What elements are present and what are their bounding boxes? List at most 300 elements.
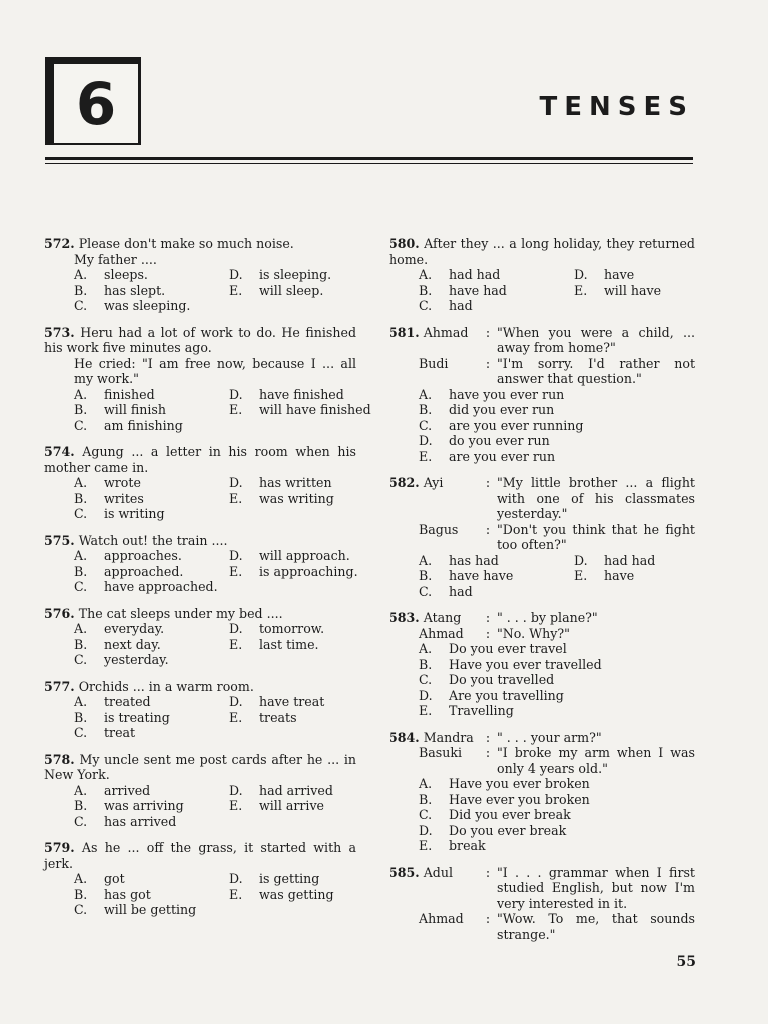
answer-option — [74, 579, 229, 595]
answer-option — [574, 568, 724, 584]
option-text: next day. — [104, 636, 161, 652]
speaker-label: Budi — [419, 355, 449, 371]
option-letter: A. — [419, 641, 433, 656]
option-letter: A. — [74, 475, 88, 490]
answer-option — [229, 267, 379, 283]
dialogue-colon: : — [485, 625, 491, 641]
option-letter: B. — [74, 282, 88, 298]
question-number: 577. — [44, 678, 75, 694]
option-text: has arrived — [104, 813, 177, 829]
option-text: have have — [449, 568, 514, 583]
answer-option — [419, 387, 695, 403]
option-letter: E. — [574, 568, 588, 583]
answer-option — [229, 621, 379, 637]
option-letter: C. — [419, 672, 433, 687]
speaker-label: Ayi — [423, 475, 444, 490]
option-text: had had — [449, 267, 501, 282]
answer-option — [574, 553, 724, 569]
answer-option — [229, 491, 379, 507]
answer-options — [44, 267, 356, 314]
answer-option — [229, 887, 379, 903]
dialogue-text: "I . . . grammar when I first studied English, but now I'm very interested in it. — [497, 864, 695, 911]
option-text: finished — [104, 386, 155, 402]
question-item — [44, 444, 356, 522]
answer-option — [229, 564, 379, 580]
option-letter: E. — [229, 709, 243, 725]
option-text: everyday. — [104, 621, 165, 636]
option-text: are you ever running — [449, 417, 584, 433]
answer-option — [419, 568, 574, 584]
dialogue-line — [389, 325, 695, 356]
answer-option — [74, 902, 229, 918]
answer-options — [44, 621, 356, 668]
answer-option — [229, 710, 379, 726]
option-text: was writing — [259, 490, 334, 506]
option-text: tomorrow. — [259, 621, 325, 636]
question-text: Watch out! the train .... — [78, 532, 228, 548]
answer-option — [229, 402, 379, 418]
speaker-label: Mandra — [423, 729, 474, 745]
right-column — [389, 236, 695, 953]
answer-options — [389, 776, 695, 854]
dialogue-colon: : — [485, 324, 491, 340]
option-text: do you ever run — [449, 433, 550, 448]
option-text: got — [104, 871, 125, 886]
answer-option — [74, 491, 229, 507]
question-number: 585. — [389, 864, 420, 880]
option-letter: A. — [74, 548, 88, 563]
option-text: is approaching. — [259, 563, 358, 579]
dialogue-text: "I'm sorry. I'd rather not answer that question." — [497, 355, 695, 386]
option-letter: C. — [74, 417, 88, 433]
option-text: have — [604, 267, 635, 282]
option-text: approaches. — [104, 548, 182, 563]
question-text: Agung ... a letter in his room when his mother came in. — [44, 444, 356, 475]
answer-option — [74, 506, 229, 522]
answer-options — [44, 548, 356, 595]
answer-option — [74, 887, 229, 903]
option-text: approached. — [104, 563, 184, 579]
dialogue-colon: : — [485, 729, 491, 745]
question-stem — [44, 606, 356, 622]
answer-option — [574, 267, 724, 283]
option-text: treat — [104, 725, 136, 740]
answer-option — [419, 672, 695, 688]
option-text: am finishing — [104, 417, 183, 433]
option-letter: B. — [419, 402, 433, 417]
answer-options — [389, 641, 695, 719]
option-text: arrived — [104, 782, 151, 798]
question-stem — [44, 679, 356, 695]
answer-option — [419, 298, 574, 314]
answer-option — [74, 621, 229, 637]
option-letter: B. — [419, 282, 433, 298]
answer-option — [419, 823, 695, 839]
answer-option — [74, 387, 229, 403]
option-text: will approach. — [259, 548, 350, 563]
dialogue-line — [389, 522, 695, 553]
answer-option — [74, 783, 229, 799]
answer-option — [419, 688, 695, 704]
option-text: is writing — [104, 506, 165, 521]
answer-options — [44, 783, 356, 830]
option-letter: B. — [74, 886, 88, 902]
speaker-name — [389, 325, 479, 356]
option-letter: A. — [74, 694, 88, 709]
page-number: 55 — [676, 954, 696, 970]
option-letter: B. — [74, 709, 88, 725]
dialogue-text: "When you were a child, ... away from home?" — [497, 324, 695, 355]
question-number: 583. — [389, 610, 420, 625]
option-text: Are you travelling — [449, 687, 564, 703]
option-letter: D. — [229, 621, 243, 636]
option-letter: E. — [229, 886, 243, 902]
speaker-name — [389, 610, 479, 626]
dialogue-line — [389, 865, 695, 912]
answer-option — [229, 783, 379, 799]
option-text: Have you ever travelled — [449, 656, 602, 672]
answer-option — [74, 637, 229, 653]
question-text: Orchids ... in a warm room. — [78, 678, 254, 694]
question-stem — [44, 325, 356, 356]
speaker-label: Atang — [423, 610, 462, 625]
option-text: Did you ever break — [449, 807, 571, 822]
question-item — [44, 533, 356, 595]
dialogue-text: "I broke my arm when I was only 4 years old." — [497, 745, 695, 776]
answer-option — [229, 475, 379, 491]
answer-option — [419, 267, 574, 283]
option-text: did you ever run — [449, 402, 555, 417]
option-letter: E. — [419, 703, 433, 718]
option-letter: D. — [229, 782, 243, 798]
option-text: is getting — [259, 871, 320, 886]
dialogue-text: "My little brother ... a flight with one of his classmates yesterday." — [497, 475, 695, 521]
question-number: 574. — [44, 444, 75, 459]
option-letter: E. — [574, 282, 588, 298]
option-text: wrote — [104, 475, 141, 490]
option-letter: A. — [74, 386, 88, 402]
speaker-name — [389, 475, 479, 522]
option-letter: E. — [229, 282, 243, 298]
question-stem — [44, 840, 356, 871]
option-letter: C. — [419, 583, 433, 599]
option-letter: C. — [74, 813, 88, 829]
dialogue-line — [389, 610, 695, 626]
option-letter: E. — [229, 798, 243, 813]
dialogue-line — [389, 475, 695, 522]
option-letter: B. — [74, 402, 88, 417]
dialogue-colon: : — [485, 521, 491, 537]
answer-option — [229, 637, 379, 653]
dialogue-text: " . . . by plane?" — [497, 610, 598, 625]
question-text: My uncle sent me post cards after he ... in New York. — [44, 751, 356, 782]
option-text: have finished — [259, 386, 344, 402]
question-stem — [44, 752, 356, 783]
option-letter: C. — [74, 298, 88, 313]
option-letter: C. — [419, 298, 433, 313]
answer-option — [229, 694, 379, 710]
option-letter: D. — [419, 822, 433, 838]
speaker-name — [389, 745, 479, 776]
option-text: is treating — [104, 709, 170, 725]
answer-options — [44, 475, 356, 522]
option-letter: B. — [419, 656, 433, 672]
option-letter: A. — [74, 621, 88, 636]
header-rule-thin — [45, 163, 693, 164]
option-letter: E. — [229, 636, 243, 652]
question-stem — [44, 444, 356, 475]
option-text: will sleep. — [259, 282, 324, 298]
question-stem — [44, 533, 356, 549]
question-item — [389, 610, 695, 719]
answer-option — [419, 433, 695, 449]
answer-options — [389, 553, 695, 600]
dialogue-colon: : — [485, 911, 491, 926]
answer-option — [419, 449, 695, 465]
option-text: will finish — [104, 402, 166, 417]
option-letter: A. — [74, 871, 88, 886]
answer-option — [419, 792, 695, 808]
option-letter: E. — [419, 448, 433, 464]
dialogue-line — [389, 911, 695, 942]
option-letter: D. — [574, 267, 588, 282]
option-text: yesterday. — [104, 652, 169, 667]
answer-option — [574, 283, 724, 299]
question-item — [389, 865, 695, 943]
option-text: was sleeping. — [104, 298, 191, 313]
answer-option — [419, 838, 695, 854]
option-text: Have ever you broken — [449, 791, 590, 807]
answer-option — [74, 298, 229, 314]
answer-option — [229, 387, 379, 403]
dialogue-colon: : — [485, 610, 491, 625]
option-letter: B. — [419, 791, 433, 807]
question-number: 584. — [389, 729, 420, 745]
option-letter: D. — [574, 552, 588, 568]
question-stem — [389, 236, 695, 267]
speaker-name — [389, 911, 479, 942]
option-text: Do you ever break — [449, 822, 567, 838]
option-letter: D. — [419, 433, 433, 448]
answer-options — [44, 694, 356, 741]
option-text: Travelling — [449, 703, 514, 718]
option-text: had — [449, 583, 473, 599]
option-text: are you ever run — [449, 448, 556, 464]
answer-option — [74, 694, 229, 710]
answer-option — [74, 283, 229, 299]
answer-option — [74, 725, 229, 741]
answer-option — [419, 657, 695, 673]
left-column — [44, 236, 371, 929]
option-text: have — [604, 568, 635, 583]
option-letter: A. — [74, 267, 88, 282]
speaker-label: Ahmad — [419, 625, 464, 641]
option-letter: D. — [229, 871, 243, 886]
question-number: 573. — [44, 324, 75, 340]
option-text: has had — [449, 552, 499, 568]
option-letter: C. — [419, 417, 433, 433]
option-text: Do you ever travel — [449, 641, 567, 656]
option-text: has slept. — [104, 282, 166, 298]
question-subtext: My father .... — [74, 251, 157, 267]
question-number: 572. — [44, 236, 75, 251]
answer-options — [389, 387, 695, 465]
answer-option — [74, 652, 229, 668]
dialogue-colon: : — [485, 745, 491, 760]
dialogue-colon: : — [485, 864, 491, 880]
option-letter: B. — [419, 568, 433, 583]
dialogue-line — [389, 626, 695, 642]
question-item — [44, 840, 356, 918]
answer-option — [74, 710, 229, 726]
speaker-name — [389, 730, 479, 746]
speaker-label: Adul — [423, 864, 453, 880]
speaker-name — [389, 522, 479, 553]
answer-option — [419, 283, 574, 299]
option-letter: C. — [74, 506, 88, 521]
option-letter: A. — [74, 782, 88, 798]
question-text: Heru had a lot of work to do. He finished his work five minutes ago. — [44, 324, 357, 355]
question-number: 582. — [389, 475, 420, 490]
option-text: last time. — [259, 636, 319, 652]
answer-option — [419, 584, 574, 600]
speaker-name — [389, 865, 479, 912]
answer-option — [74, 418, 229, 434]
header-rule-thick — [45, 157, 693, 160]
option-text: have treat — [259, 694, 325, 709]
answer-option — [419, 553, 574, 569]
dialogue-colon: : — [485, 355, 491, 371]
option-letter: C. — [74, 652, 88, 667]
answer-options — [44, 386, 371, 434]
dialogue-text: "Don't you think that he fight too often?" — [497, 521, 695, 552]
dialogue-text: "No. Why?" — [497, 625, 570, 641]
question-item — [44, 324, 371, 434]
question-stem — [44, 236, 356, 252]
question-item — [389, 475, 695, 599]
question-item — [389, 236, 695, 314]
option-letter: D. — [229, 548, 243, 563]
speaker-label: Bagus — [419, 521, 459, 537]
question-text: After they ... a long holiday, they returned home. — [389, 236, 695, 267]
question-item — [44, 236, 356, 314]
answer-option — [74, 267, 229, 283]
answer-option — [74, 564, 229, 580]
dialogue-colon: : — [485, 475, 491, 490]
option-letter: C. — [74, 579, 88, 594]
option-text: had had — [604, 552, 656, 568]
option-text: was getting — [259, 886, 334, 902]
answer-option — [74, 475, 229, 491]
option-text: had — [449, 298, 473, 313]
question-item — [389, 730, 695, 854]
option-letter: A. — [419, 267, 433, 282]
option-text: treats — [259, 709, 297, 725]
answer-options — [389, 267, 695, 314]
question-item — [44, 679, 356, 741]
speaker-label: Basuki — [419, 745, 462, 760]
option-letter: E. — [229, 490, 243, 506]
option-letter: B. — [74, 563, 88, 579]
answer-option — [74, 814, 229, 830]
option-letter: C. — [419, 807, 433, 822]
option-letter: D. — [229, 267, 243, 282]
option-text: will have finished — [259, 402, 371, 417]
answer-option — [419, 807, 695, 823]
question-number: 576. — [44, 605, 75, 621]
option-letter: A. — [419, 776, 433, 791]
dialogue-line — [389, 730, 695, 746]
answer-option — [229, 871, 379, 887]
chapter-title: TENSES — [539, 92, 694, 122]
option-text: has got — [104, 886, 151, 902]
option-text: treated — [104, 694, 151, 709]
option-letter: D. — [229, 475, 243, 490]
answer-option — [74, 871, 229, 887]
option-letter: B. — [74, 636, 88, 652]
option-letter: D. — [229, 694, 243, 709]
option-text: will be getting — [104, 902, 197, 917]
answer-option — [229, 283, 379, 299]
question-number: 580. — [389, 236, 420, 251]
option-letter: D. — [419, 687, 433, 703]
option-letter: D. — [229, 386, 243, 402]
option-text: will have — [604, 282, 662, 298]
option-text: break — [449, 838, 486, 853]
answer-option — [229, 798, 379, 814]
option-text: have approached. — [104, 579, 218, 594]
option-letter: E. — [229, 402, 243, 417]
question-number: 578. — [44, 751, 75, 767]
question-text: As he ... off the grass, it started with a jerk. — [44, 840, 356, 871]
question-item — [389, 325, 695, 465]
option-text: sleeps. — [104, 267, 148, 282]
option-text: is sleeping. — [259, 267, 332, 282]
question-text: Please don't make so much noise. — [78, 236, 294, 251]
question-item — [44, 752, 356, 830]
answer-option — [419, 776, 695, 792]
answer-option — [419, 402, 695, 418]
dialogue-line — [389, 356, 695, 387]
answer-option — [74, 548, 229, 564]
option-letter: E. — [419, 838, 433, 853]
option-letter: B. — [74, 798, 88, 813]
option-letter: B. — [74, 490, 88, 506]
option-text: have you ever run — [449, 386, 565, 402]
answer-option — [419, 418, 695, 434]
chapter-number: 6 — [53, 63, 139, 144]
dialogue-text: "Wow. To me, that sounds strange." — [497, 911, 695, 942]
question-number: 579. — [44, 840, 75, 855]
answer-option — [229, 548, 379, 564]
question-number: 575. — [44, 532, 75, 548]
option-text: Have you ever broken — [449, 776, 590, 791]
speaker-name — [389, 626, 479, 642]
option-text: has written — [259, 475, 332, 490]
question-text: The cat sleeps under my bed .... — [78, 605, 283, 621]
option-text: Do you travelled — [449, 672, 555, 687]
question-number: 581. — [389, 324, 420, 340]
dialogue-text: " . . . your arm?" — [497, 729, 602, 745]
option-letter: A. — [419, 552, 433, 568]
dialogue-line — [389, 745, 695, 776]
answer-option — [419, 703, 695, 719]
option-text: was arriving — [104, 798, 184, 813]
option-text: writes — [104, 490, 144, 506]
option-letter: E. — [229, 563, 243, 579]
answer-options — [44, 871, 356, 918]
speaker-label: Ahmad — [423, 324, 469, 340]
